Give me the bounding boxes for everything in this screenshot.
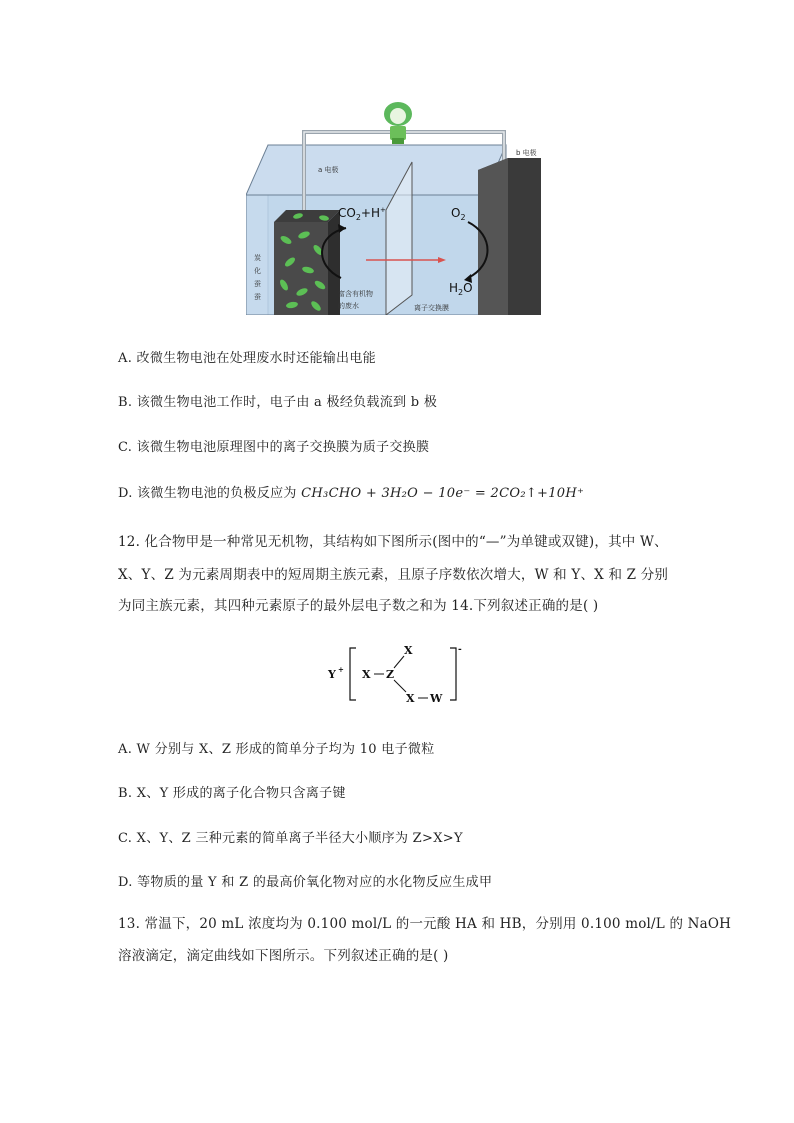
label-h2o: $H_2O$ [449,281,473,297]
label-left-1: 炭 [254,254,261,262]
label-membrane: 离子交换膜 [414,304,449,312]
q13-line-1: 13. 常温下，20 mL 浓度均为 0.100 mol/L 的一元酸 HA 和 HB，分别用 0.100 mol/L 的 NaOH [118,916,732,932]
q11-option-a: A. 改微生物电池在处理废水时还能输出电能 [118,351,376,366]
q11-option-b: B. 该微生物电池工作时，电子由 a 极经负载流到 b 极 [118,395,438,410]
q12-option-b: B. X、Y 形成的离子化合物只含离子键 [118,786,346,801]
bond-z-x-bottom [394,680,406,692]
label-b-electrode: b 电极 [516,149,537,157]
electrode-a [274,210,340,315]
label-waste-1: 富含有机物 [338,290,373,298]
q13-line-2: 溶液滴定，滴定曲线如下图所示。下列叙述正确的是( ) [118,948,449,964]
struct-w: W [430,692,443,705]
label-left-4: 蚕 [254,293,261,301]
q12-line-2: X、Y、Z 为元素周期表中的短周期主族元素，且原子序数依次增大，W 和 Y、X 和 Z 分别 [118,567,669,583]
load-bulb-icon [384,102,412,144]
q11-option-c: C. 该微生物电池原理图中的离子交换膜为质子交换膜 [118,440,430,455]
q12-line-3: 为同主族元素，其四种元素原子的最外层电子数之和为 14.下列叙述正确的是( ) [118,598,599,614]
q12-option-c: C. X、Y、Z 三种元素的简单离子半径大小顺序为 Z>X>Y [118,831,463,846]
q12-option-a: A. W 分别与 X、Z 形成的简单分子均为 10 电子微粒 [118,742,435,757]
compound-structure [320,640,470,710]
tank-top [246,145,506,195]
q11-option-d [118,482,584,501]
struct-z: Z [386,668,395,681]
label-waste-2: 的废水 [338,302,359,310]
struct-y: Y [328,668,336,681]
bond-z-x-top [394,656,404,668]
gas-arrow-icon: ↑ [525,486,538,501]
left-bracket [350,648,356,700]
q11-option-d-formula: CH₃CHO + 3H₂O − 10e⁻ = 2CO₂ [301,486,526,501]
right-bracket [450,648,456,700]
label-co2: $CO_2+H^+$ [338,206,386,222]
label-o2: $O_2$ [451,206,466,222]
struct-x-bottom: X [406,692,415,705]
q12-line-1: 12. 化合物甲是一种常见无机物，其结构如下图所示(图中的“—”为单键或双键)，其中 W、 [118,534,668,550]
q11-option-d-prefix: D. 该微生物电池的负极反应为 [118,486,302,501]
struct-x-top: X [404,644,413,657]
label-left-2: 化 [254,267,261,275]
struct-charge: - [458,645,462,655]
label-left-3: 蚕 [254,280,261,288]
q11-option-d-tail: +10H⁺ [537,486,585,501]
label-a-electrode: a 电极 [318,166,339,174]
struct-x-left: X [362,668,371,681]
fuel-cell-diagram [246,100,541,315]
q12-option-d: D. 等物质的量 Y 和 Z 的最高价氧化物对应的水化物反应生成甲 [118,875,493,890]
struct-y-charge: + [338,665,344,674]
